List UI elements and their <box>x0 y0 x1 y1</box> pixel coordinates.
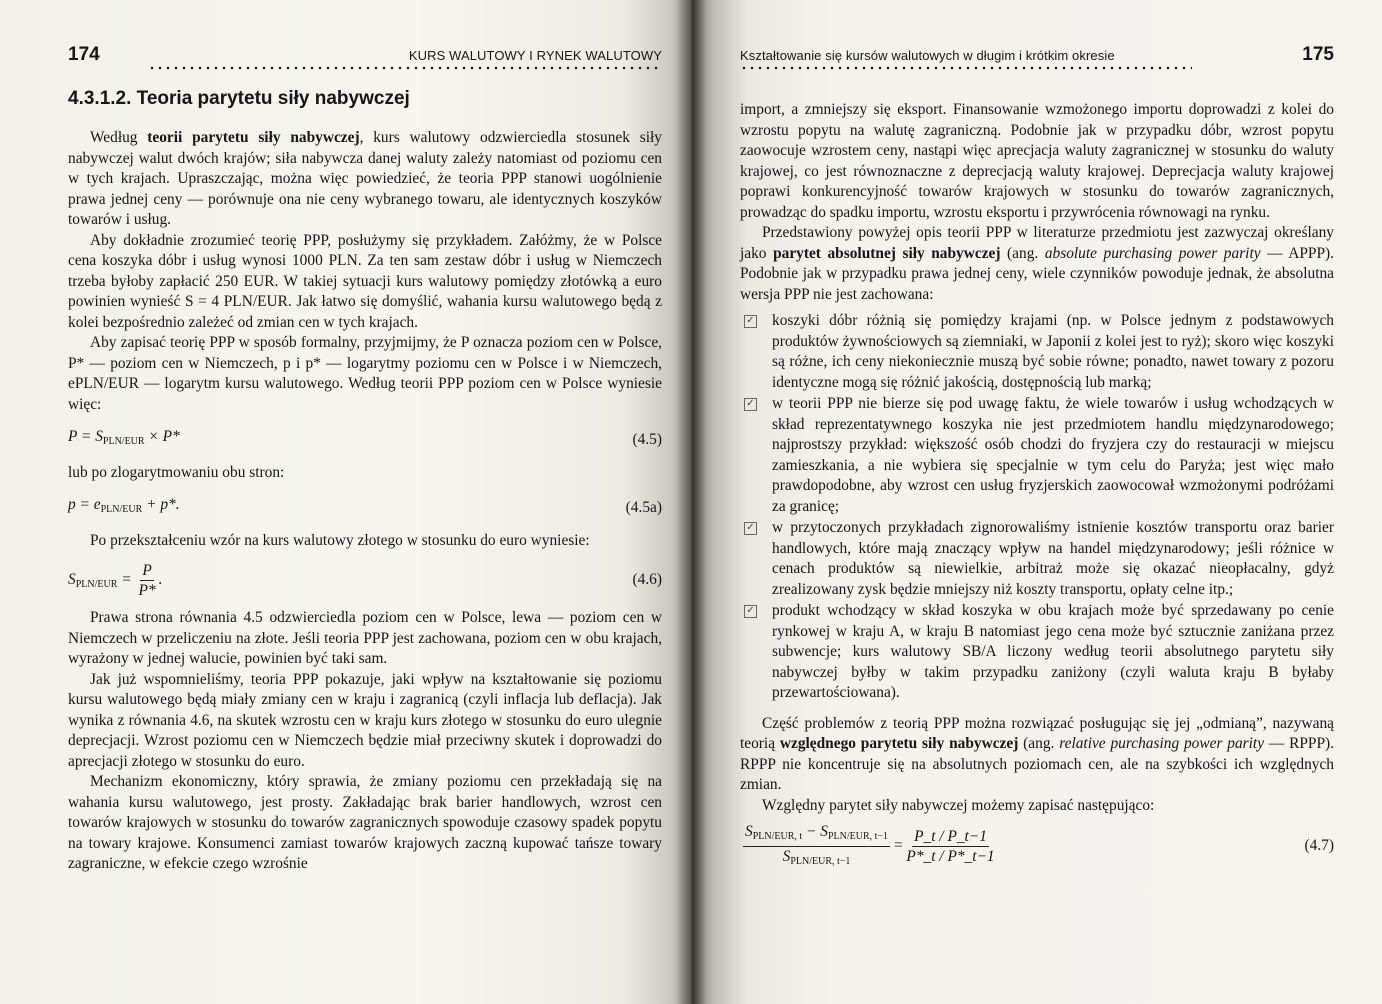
paragraph: Mechanizm ekonomiczny, który sprawia, że zmiany poziomu cen przekładają się na wahania kursu walutowego, jest prosty. Zakładając brak barier handlowych, wzrost cen towarów krajowych w stosunku do towarów zagranicznych spowoduje czasowy spadek popytu na towary krajowe. Konsumenci zamiast towarów krajowych zaczną kupować tańsze towary zagraniczne, w efekcie czego wzrośnie <box>68 773 662 872</box>
equation-4-6: $S_{PLN/EUR}$ = $\frac{P}{P*}$ . (4.6) <box>68 562 662 599</box>
page-number-left: 174 <box>68 44 100 65</box>
running-head-left <box>68 44 662 66</box>
equation-4-5a: $p = e_{PLN/EUR} + p*$. (4.5a) <box>68 495 662 521</box>
equation-number: (4.5a) <box>625 498 662 516</box>
equation-number: (4.6) <box>632 571 662 589</box>
paragraph: Po przekształceniu wzór na kurs walutowy złotego w stosunku do euro wyniesie: <box>90 531 590 549</box>
equation-number: (4.7) <box>1304 837 1334 855</box>
checkbox-bullet-icon: ✓ <box>744 522 757 535</box>
paragraph: Aby dokładnie zrozumieć teorię PPP, posłużymy się przykładem. Załóżmy, że w Polsce cena koszyka dóbr i usług wynosi 1000 PLN. Za ten sam zestaw dóbr i usług w Niemczech trzeba byłoby zapłacić 250 EUR. W takiej sytuacji kurs walutowy pomiędzy złotówką a euro powinien wynieść S = 4 PLN/EUR. Jak łatwo się domyślić, wahania kursu walutowego będą z kolei bezpośrednio zależeć od zmian cen w tych krajach. <box>68 231 662 331</box>
right-page <box>692 0 1382 1004</box>
paragraph: Względny parytet siły nabywczej możemy zapisać następująco: <box>762 796 1155 814</box>
list-item: ✓ koszyki dóbr różnią się pomiędzy krajami (np. w Polsce jednym z podstawowych produktów żywnościowych są ziemniaki, w Japonii z kolei jest to ryż); skoro więc koszyki są różne, ich ceny niekoniecznie muszą być sobie równe; ponadto, nawet towary z pozoru identyczne mogą się różnić jakością, dostępnością lub marką; <box>740 311 1334 393</box>
paragraph: Przedstawiony powyżej opis teorii PPP w literaturze przedmiotu jest zazwyczaj określany jako parytet absolutnej siły nabywczej (ang. absolute purchasing power parity — APPP). Podobnie jak w przypadku prawa jednej ceny, wiele czynników powoduje jednak, że absolutna wersja PPP nie jest zachowana: <box>740 224 1334 303</box>
paragraph: import, a zmniejszy się eksport. Finansowanie wzmożonego importu doprowadzi z kolei do wzrostu popytu na walutę zagraniczną. Podobnie jak w przypadku dóbr, wzrost popytu zaowocuje wzrostem ceny, nastąpi więc aprecjacja waluty zagranicznej w stosunku do waluty krajowej, co jest równoznaczne z deprecjacją waluty krajowej. Deprecjacja waluty krajowej poprawi konkurencyjność towarów krajowych w stosunku do towarów zagranicznych, prowadząc do spadku importu, wzrostu eksportu i przywrócenia równowagi na rynku. <box>740 101 1334 221</box>
paragraph: Część problemów z teorią PPP można rozwiązać posługując się jej „odmianą”, nazywaną teorią względnego parytetu siły nabywczej (ang. relative purchasing power parity — RPPP). RPPP nie koncentruje się na absolutnych poziomach cen, ale na szybkości ich względnych zmian. <box>740 714 1335 793</box>
section-title: 4.3.1.2. Teoria parytetu siły nabywczej <box>68 88 410 109</box>
dotted-rule-left <box>148 66 662 70</box>
checkbox-bullet-icon: ✓ <box>744 315 757 328</box>
checkbox-bullet-icon: ✓ <box>744 398 757 411</box>
checkbox-bullet-icon: ✓ <box>744 605 757 618</box>
paragraph: Jak już wspomnieliśmy, teoria PPP pokazuje, jaki wpływ na kształtowanie się poziomu kursu walutowego będą miały zmiany cen w kraju i zagranicą (czyli inflacja lub deflacja). Jak wynika z równania 4.6, na skutek wzrostu cen w kraju kurs złotego w stosunku do euro ulegnie deprecjacji. Wzrost poziomu cen w Niemczech będzie miał przeciwny skutek i doprowadzi do aprecjacji złotego w stosunku do euro. <box>68 670 662 770</box>
right-body <box>740 100 1334 871</box>
list-item: ✓ produkt wchodzący w skład koszyka w obu krajach może być sprzedawany po cenie rynkowej w kraju A, w kraju B natomiast jego cena może być sztucznie zaniżana przez subwencje; kurs walutowy SB/A liczony według teorii absolutnego parytetu siły nabywczej byłby w takim przypadku zaniżony (czyli waluta kraju B byłaby przewartościowana). <box>740 601 1334 704</box>
paragraph: lub po zlogarytmowaniu obu stron: <box>68 463 285 481</box>
paragraph: Prawa strona równania 4.5 odzwierciedla poziom cen w Polsce, lewa — poziom cen w Niemczech w przeliczeniu na złote. Jeśli teoria PPP jest zachowana, poziom cen w obu krajach, wyrażony w jednej walucie, powinien być taki sam. <box>68 609 662 667</box>
paragraph: Aby zapisać teorię PPP w sposób formalny, przyjmijmy, że P oznacza poziom cen w Polsce, P* — poziom cen w Niemczech, p i p* — logarytmy poziomu cen w Polsce i w Niemczech, ePLN/EUR — logarytm kursu walutowego. Według teorii PPP poziom cen w Polsce wyniesie więc: <box>68 334 662 413</box>
running-head-right <box>740 44 1334 66</box>
list-item: ✓ w teorii PPP nie bierze się pod uwagę faktu, że wiele towarów i usług wchodzących w skład reprezentatywnego koszyka nie jest przedmiotem handlu międzynarodowego; najprostszy przykład: większość osób chodzi do fryzjera czy do restauracji w miejscu zamieszkania, a nie wybiera się specjalnie w tym celu do Paryża; jest więc mało prawdopodobne, aby wzrost cen usług fryzjerskich zaowocował wzmożonymi podróżami za granicę; <box>740 394 1334 517</box>
bullet-list <box>740 311 1334 704</box>
left-body <box>68 128 662 875</box>
equation-4-7: $\frac{S_{PLN/EUR, t} - S_{PLN/EUR, t-1}}{S_{PLN/EUR, t-1}}$ = $\frac{P\_t / P\_t-1}{P*\_t / P*\_t-1}$ (4.7) <box>745 823 1334 867</box>
running-head-title-left: KURS WALUTOWY I RYNEK WALUTOWY <box>408 48 662 63</box>
dotted-rule-right <box>740 66 1192 70</box>
paragraph: Według teorii parytetu siły nabywczej, kurs walutowy odzwierciedla stosunek siły nabywczej walut dwóch krajów; siła nabywcza danej waluty zależy natomiast od poziomu cen w tych krajach. Upraszczając, można więc powiedzieć, że teoria PPP stanowi uogólnienie prawa jednej ceny — porównuje ona nie ceny wybranego towaru, ale identycznych koszyków towarów i usług. <box>68 129 663 228</box>
equation-number: (4.5) <box>632 430 662 448</box>
equation-4-5: $P = S_{PLN/EUR} \times P*$ (4.5) <box>68 427 662 453</box>
page-number-right: 175 <box>1302 44 1334 65</box>
list-item: ✓ w przytoczonych przykładach zignorowaliśmy istnienie kosztów transportu oraz barier handlowych, które mają znaczący wpływ na handel międzynarodowy; jeśli różnice w cenach produktów są niewielkie, arbitraż może się okazać nieopłacalny, gdyż zrealizowany zysk będzie mniejszy niż koszty transportu, opłaty celne itp.; <box>740 518 1334 600</box>
running-head-title-right: Kształtowanie się kursów walutowych w długim i krótkim okresie <box>740 48 1115 63</box>
